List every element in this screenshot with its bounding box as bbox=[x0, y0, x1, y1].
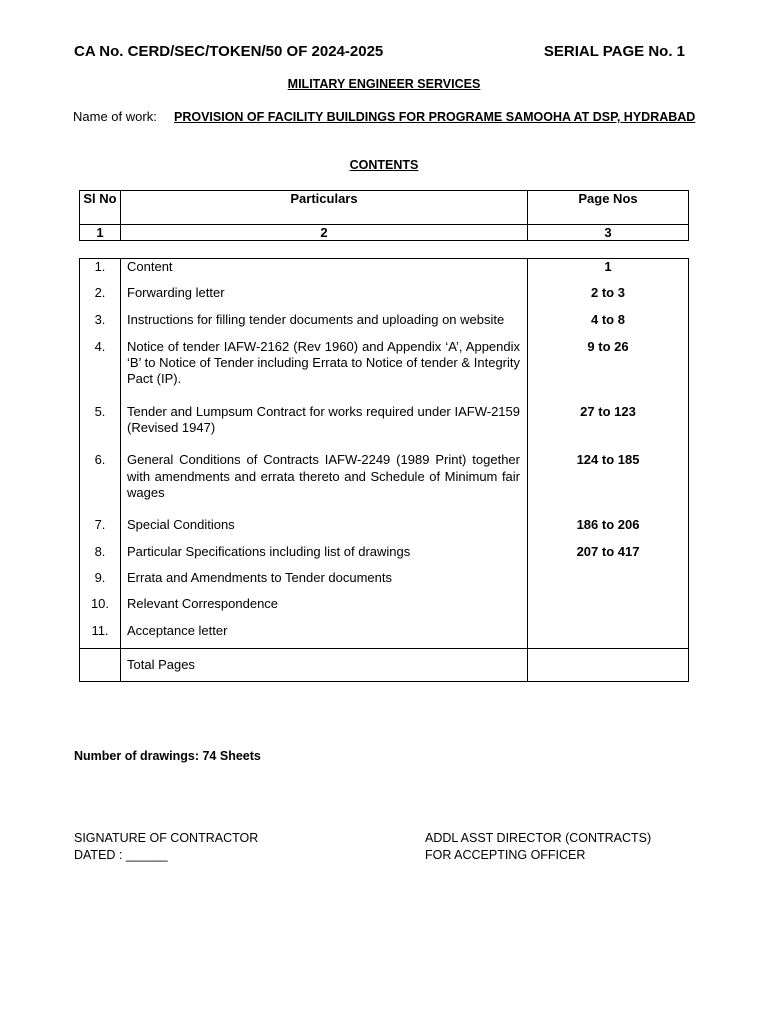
page-nos-cell bbox=[528, 586, 689, 612]
table-row bbox=[80, 534, 689, 560]
page-nos-cell: 124 to 185 bbox=[528, 436, 689, 501]
page-nos-cell: 1 bbox=[528, 259, 689, 276]
header-col-number-3: 3 bbox=[528, 225, 689, 241]
page-nos-cell: 4 to 8 bbox=[528, 302, 689, 328]
sl-no-cell: 9. bbox=[80, 560, 121, 586]
name-of-work bbox=[73, 109, 695, 124]
table-row bbox=[80, 388, 689, 437]
director-title: ADDL ASST DIRECTOR (CONTRACTS) bbox=[425, 831, 652, 845]
sl-no-cell: 8. bbox=[80, 534, 121, 560]
total-pages-row bbox=[80, 648, 689, 681]
table-row bbox=[80, 586, 689, 612]
total-sl-cell bbox=[80, 648, 121, 681]
accepting-officer-block bbox=[425, 830, 651, 863]
header-col-number-1: 1 bbox=[80, 225, 121, 241]
contents-table bbox=[79, 258, 689, 682]
page-nos-cell: 27 to 123 bbox=[528, 388, 689, 437]
table-row bbox=[80, 259, 689, 276]
sl-no-cell: 11. bbox=[80, 612, 121, 648]
department-title: MILITARY ENGINEER SERVICES bbox=[287, 77, 481, 91]
header-col-number-2: 2 bbox=[121, 225, 528, 241]
header-sl-no bbox=[80, 191, 121, 225]
particulars-cell: Tender and Lumpsum Contract for works required under IAFW-2159 (Revised 1947) bbox=[121, 388, 528, 437]
particulars-cell: Special Conditions bbox=[121, 501, 528, 533]
particulars-cell: Content bbox=[121, 259, 528, 276]
total-pages-label: Total Pages bbox=[121, 648, 528, 681]
particulars-cell: General Conditions of Contracts IAFW-2249 (1989 Print) together with amendments and errata thereto and Schedule of Minimum fair wages bbox=[121, 436, 528, 501]
header-sl-no-text: Sl No bbox=[83, 191, 117, 206]
table-row bbox=[80, 302, 689, 328]
work-label: Name of work: bbox=[73, 109, 157, 124]
sl-no-cell: 4. bbox=[80, 328, 121, 388]
contractor-signature-block bbox=[74, 830, 258, 863]
particulars-cell: Forwarding letter bbox=[121, 275, 528, 301]
accepting-officer-label: FOR ACCEPTING OFFICER bbox=[425, 847, 586, 862]
work-value: PROVISION OF FACILITY BUILDINGS FOR PROGRAME SAMOOHA AT DSP, HYDRABAD bbox=[174, 110, 696, 124]
particulars-cell: Acceptance letter bbox=[121, 612, 528, 648]
table-row bbox=[80, 436, 689, 501]
sl-no-cell: 1. bbox=[80, 259, 121, 276]
table-row bbox=[80, 560, 689, 586]
table-row bbox=[80, 501, 689, 533]
contents-rows bbox=[80, 259, 689, 682]
serial-page-number: SERIAL PAGE No. 1 bbox=[543, 43, 685, 60]
page-nos-cell: 9 to 26 bbox=[528, 328, 689, 388]
number-of-drawings: Number of drawings: 74 Sheets bbox=[74, 749, 261, 763]
page-nos-cell bbox=[528, 612, 689, 648]
contents-title: CONTENTS bbox=[349, 158, 419, 172]
header-page-nos: Page Nos bbox=[528, 191, 689, 225]
contractor-signature-label: SIGNATURE OF CONTRACTOR bbox=[74, 831, 259, 845]
header-particulars: Particulars bbox=[121, 191, 528, 225]
particulars-cell: Instructions for filling tender documents and uploading on website bbox=[121, 302, 528, 328]
page-nos-cell bbox=[528, 560, 689, 586]
particulars-cell: Relevant Correspondence bbox=[121, 586, 528, 612]
table-row bbox=[80, 328, 689, 388]
contents-header-table bbox=[79, 190, 689, 241]
page-nos-cell: 186 to 206 bbox=[528, 501, 689, 533]
sl-no-cell: 10. bbox=[80, 586, 121, 612]
total-pages-value bbox=[528, 648, 689, 681]
page-nos-cell: 2 to 3 bbox=[528, 275, 689, 301]
sl-no-cell: 2. bbox=[80, 275, 121, 301]
ca-number: CA No. CERD/SEC/TOKEN/50 OF 2024-2025 bbox=[74, 43, 384, 60]
page-nos-cell: 207 to 417 bbox=[528, 534, 689, 560]
sl-no-cell: 3. bbox=[80, 302, 121, 328]
particulars-cell: Particular Specifications including list of drawings bbox=[121, 534, 528, 560]
particulars-cell: Notice of tender IAFW-2162 (Rev 1960) and Appendix ‘A’, Appendix ‘B’ to Notice of Tender including Errata to Notice of tender & Integrity Pact (IP). bbox=[121, 328, 528, 388]
sl-no-cell: 7. bbox=[80, 501, 121, 533]
table-row bbox=[80, 612, 689, 648]
sl-no-cell: 6. bbox=[80, 436, 121, 501]
sl-no-cell: 5. bbox=[80, 388, 121, 437]
table-row bbox=[80, 275, 689, 301]
particulars-cell: Errata and Amendments to Tender documents bbox=[121, 560, 528, 586]
dated-line: DATED : ______ bbox=[74, 847, 168, 862]
